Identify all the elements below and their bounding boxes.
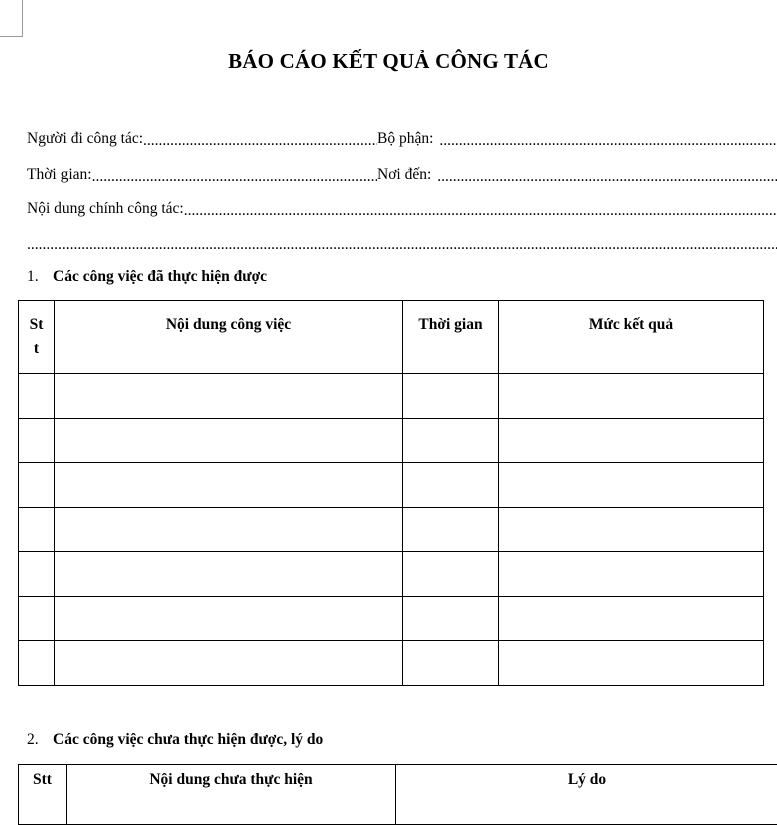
cell-stt[interactable] [19, 596, 55, 641]
traveler-label: Người đi công tác: [27, 130, 143, 148]
time-destination-row [27, 164, 777, 184]
cell-content[interactable] [55, 641, 403, 686]
cell-content[interactable] [55, 507, 403, 552]
cell-content[interactable] [55, 374, 403, 419]
col-header-result: Mức kết quả [499, 301, 764, 374]
table-row [19, 507, 764, 552]
document-title: BÁO CÁO KẾT QUẢ CÔNG TÁC [0, 49, 777, 74]
section-1-number: 1. [27, 268, 53, 286]
page-corner-mark [0, 0, 24, 38]
col-header-stt: Stt [19, 765, 67, 825]
destination-label: Nơi đến: [377, 166, 431, 184]
cell-time[interactable] [403, 374, 499, 419]
main-content-continuation-row [27, 232, 777, 252]
department-fill-line[interactable] [439, 133, 777, 149]
traveler-fill-line[interactable] [143, 133, 377, 149]
col-header-content: Nội dung công việc [55, 301, 403, 374]
cell-content[interactable] [55, 596, 403, 641]
table-row [19, 374, 764, 419]
cell-time[interactable] [403, 418, 499, 463]
cell-result[interactable] [499, 507, 764, 552]
table-header-row [19, 301, 764, 374]
section-1-heading [27, 268, 267, 286]
time-fill-line[interactable] [92, 169, 377, 185]
cell-stt[interactable] [19, 641, 55, 686]
traveler-department-row [27, 128, 777, 148]
incomplete-work-table [18, 764, 777, 825]
cell-stt[interactable] [19, 374, 55, 419]
cell-stt[interactable] [19, 507, 55, 552]
main-content-row [27, 198, 777, 218]
section-2-heading [27, 731, 323, 749]
col-header-time: Thời gian [403, 301, 499, 374]
col-header-stt: St t [19, 301, 55, 374]
cell-time[interactable] [403, 507, 499, 552]
main-content-fill-line-2[interactable] [27, 237, 777, 253]
destination-fill-line[interactable] [437, 169, 777, 185]
table-row [19, 418, 764, 463]
cell-time[interactable] [403, 463, 499, 508]
cell-content[interactable] [55, 552, 403, 597]
section-2-number: 2. [27, 731, 53, 749]
cell-result[interactable] [499, 418, 764, 463]
section-1-title: Các công việc đã thực hiện được [53, 268, 267, 285]
table-row [19, 463, 764, 508]
table-header-row [19, 765, 777, 825]
cell-result[interactable] [499, 463, 764, 508]
main-content-fill-line[interactable] [184, 203, 777, 219]
cell-stt[interactable] [19, 463, 55, 508]
table-row [19, 596, 764, 641]
cell-result[interactable] [499, 596, 764, 641]
section-2-title: Các công việc chưa thực hiện được, lý do [53, 731, 323, 748]
department-label: Bộ phận: [377, 130, 433, 148]
col-header-reason: Lý do [396, 765, 777, 825]
table-row [19, 641, 764, 686]
cell-result[interactable] [499, 374, 764, 419]
cell-result[interactable] [499, 552, 764, 597]
cell-content[interactable] [55, 418, 403, 463]
cell-time[interactable] [403, 641, 499, 686]
main-content-label: Nội dung chính công tác: [27, 200, 184, 218]
cell-stt[interactable] [19, 552, 55, 597]
cell-time[interactable] [403, 596, 499, 641]
table-row [19, 552, 764, 597]
completed-work-table [18, 300, 764, 686]
cell-content[interactable] [55, 463, 403, 508]
cell-stt[interactable] [19, 418, 55, 463]
cell-result[interactable] [499, 641, 764, 686]
time-label: Thời gian: [27, 166, 92, 184]
col-header-unfinished-content: Nội dung chưa thực hiện [67, 765, 396, 825]
cell-time[interactable] [403, 552, 499, 597]
